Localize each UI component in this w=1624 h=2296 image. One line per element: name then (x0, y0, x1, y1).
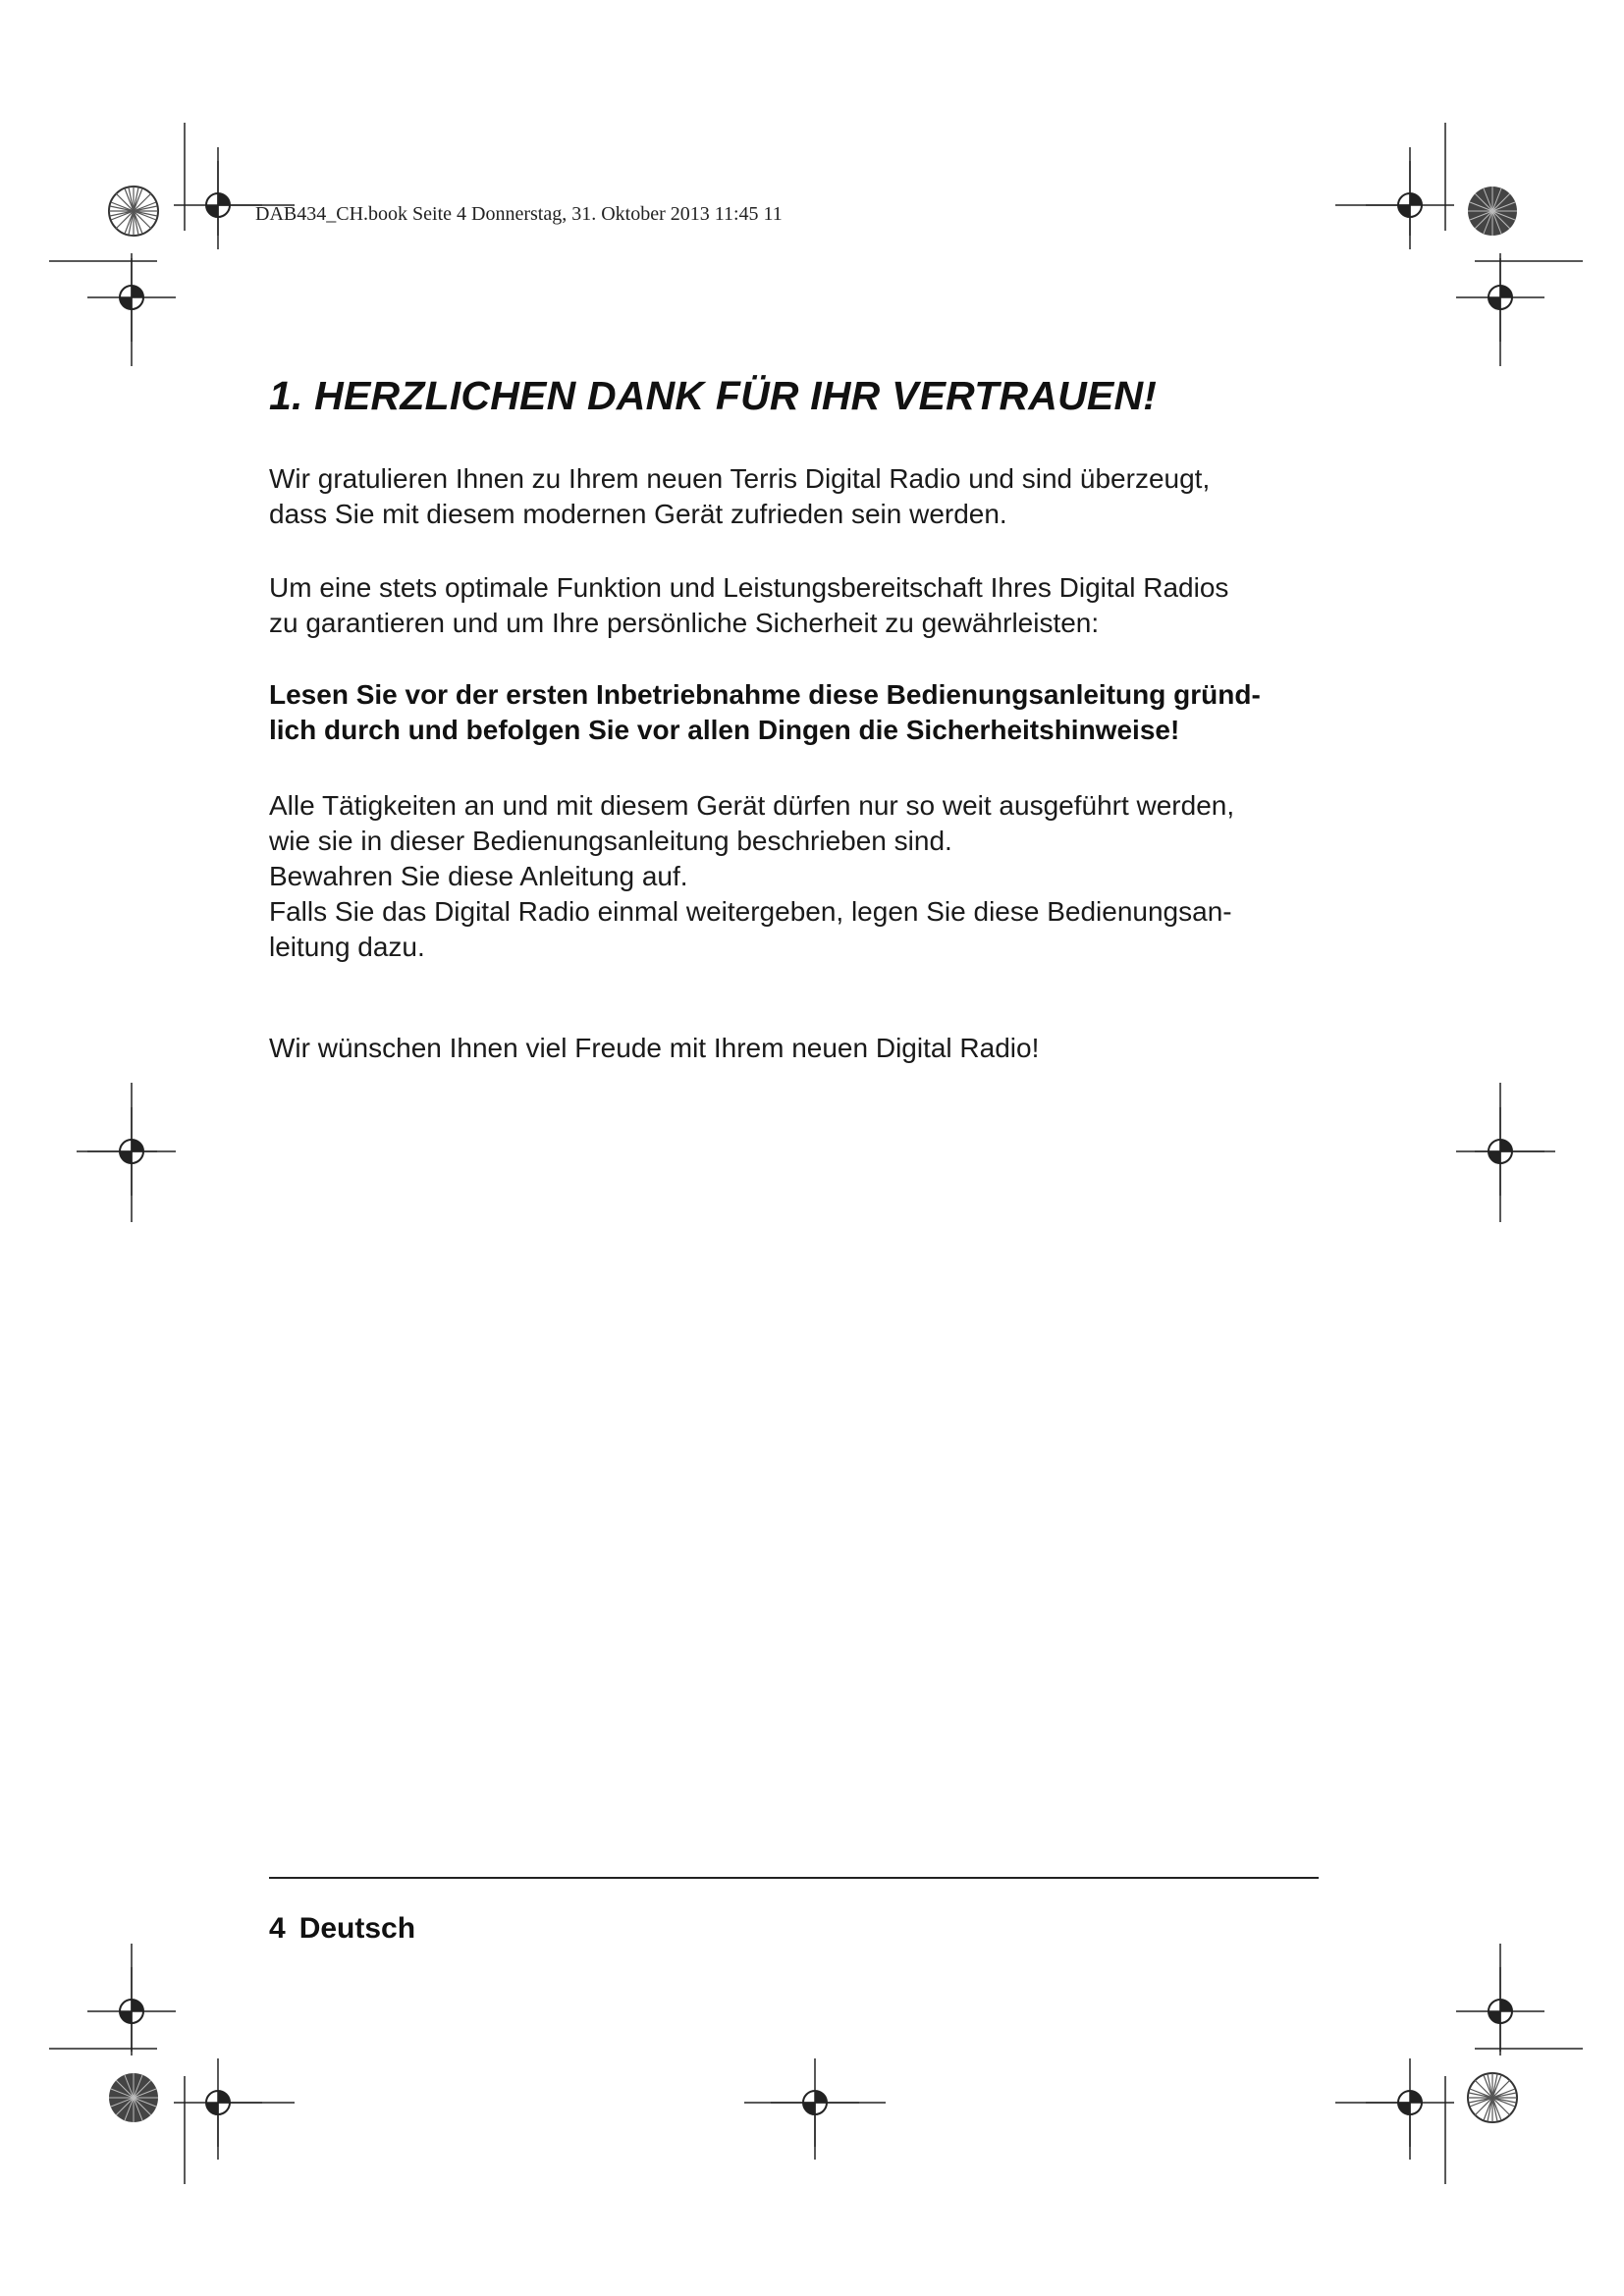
text-line: Um eine stets optimale Funktion und Leistungsbereitschaft Ihres Digital Radios (269, 572, 1229, 603)
page-heading: 1. HERZLICHEN DANK FÜR IHR VERTRAUEN! (269, 373, 1158, 418)
closing-paragraph (269, 1031, 1329, 1066)
print-slug-line: DAB434_CH.book Seite 4 Donnerstag, 31. Oktober 2013 11:45 11 (255, 203, 783, 225)
text-line: Wir gratulieren Ihnen zu Ihrem neuen Terris Digital Radio und sind überzeugt, (269, 463, 1211, 494)
text-line: Wir wünschen Ihnen viel Freude mit Ihrem neuen Digital Radio! (269, 1033, 1040, 1063)
text-line: dass Sie mit diesem modernen Gerät zufrieden sein werden. (269, 499, 1007, 529)
page-footer (269, 1912, 415, 1946)
text-line: wie sie in dieser Bedienungsanleitung beschrieben sind. (269, 826, 952, 856)
page-number: 4 (269, 1912, 286, 1945)
text-line: zu garantieren und um Ihre persönliche Sicherheit zu gewährleisten: (269, 608, 1100, 638)
safety-warning-paragraph (269, 677, 1329, 748)
text-line: Bewahren Sie diese Anleitung auf. (269, 861, 688, 891)
text-line: Alle Tätigkeiten an und mit diesem Gerät dürfen nur so weit ausgeführt werden, (269, 790, 1235, 821)
footer-language: Deutsch (298, 1912, 416, 1945)
footer-divider (269, 1877, 1319, 1879)
purpose-paragraph (269, 570, 1329, 641)
text-line: leitung dazu. (269, 932, 425, 962)
text-line: Falls Sie das Digital Radio einmal weitergeben, legen Sie diese Bedienungsan- (269, 896, 1232, 927)
text-line: Lesen Sie vor der ersten Inbetriebnahme diese Bedienungsanleitung gründ- (269, 679, 1261, 710)
intro-paragraph (269, 461, 1329, 532)
text-line: lich durch und befolgen Sie vor allen Dingen die Sicherheitshinweise! (269, 715, 1180, 745)
usage-paragraph (269, 788, 1329, 965)
